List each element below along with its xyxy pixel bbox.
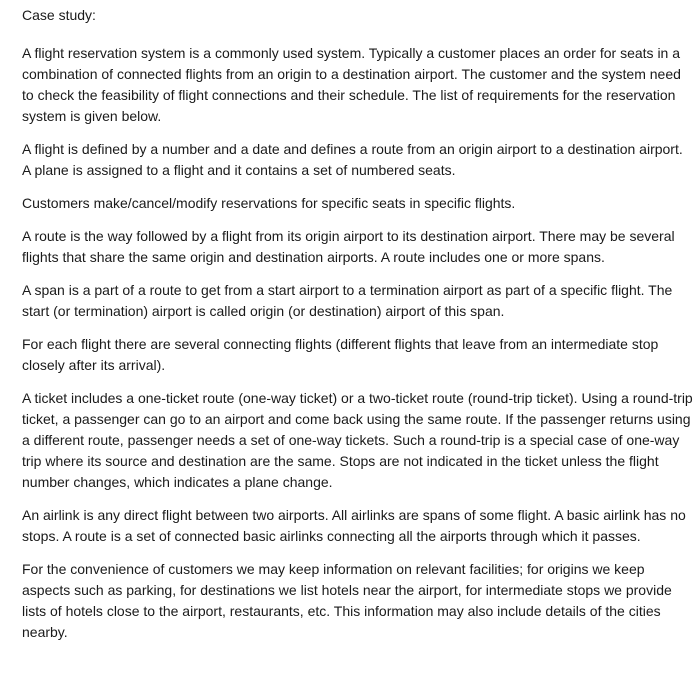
paragraph-reservations: Customers make/cancel/modify reservations for specific seats in specific flights. bbox=[22, 195, 516, 211]
paragraph-introduction: A flight reservation system is a commonly used system. Typically a customer places an order for seats in a combination of connected flights from an origin to a destination airport. The customer and the system need to check the feasibility of flight connections and their schedule. The list of requirements for the reservation system is given below. bbox=[22, 45, 681, 124]
case-study-heading: Case study: bbox=[22, 7, 96, 23]
paragraph-span: A span is a part of a route to get from a start airport to a termination airport as part of a specific flight. The start (or termination) airport is called origin (or destination) airport of this span. bbox=[22, 282, 673, 319]
paragraph-facilities: For the convenience of customers we may keep information on relevant facilities; for origins we keep aspects such as parking, for destinations we list hotels near the airport, for intermediate stops we provide lists of hotels close to the airport, restaurants, etc. This information may also include details of the cities nearby. bbox=[22, 561, 672, 640]
paragraph-ticket: A ticket includes a one-ticket route (one-way ticket) or a two-ticket route (round-trip ticket). Using a round-trip ticket, a passenger can go to an airport and come back using the same route. If the passenger returns using a different route, passenger needs a set of one-way tickets. Such a round-trip is a special case of one-way trip where its source and destination are the same. Stops are not indicated in the ticket unless the flight number changes, which indicates a plane change. bbox=[22, 390, 693, 490]
paragraph-route: A route is the way followed by a flight from its origin airport to its destination airport. There may be several flights that share the same origin and destination airports. A route includes one or more spans. bbox=[22, 228, 675, 265]
paragraph-airlink: An airlink is any direct flight between two airports. All airlinks are spans of some flight. A basic airlink has no stops. A route is a set of connected basic airlinks connecting all the airports through which it passes. bbox=[22, 507, 686, 544]
paragraph-connecting-flights: For each flight there are several connecting flights (different flights that leave from an intermediate stop closely after its arrival). bbox=[22, 336, 659, 373]
paragraph-flight-definition: A flight is defined by a number and a date and defines a route from an origin airport to a destination airport. A plane is assigned to a flight and it contains a set of numbered seats. bbox=[22, 141, 683, 178]
document-body bbox=[22, 5, 694, 655]
